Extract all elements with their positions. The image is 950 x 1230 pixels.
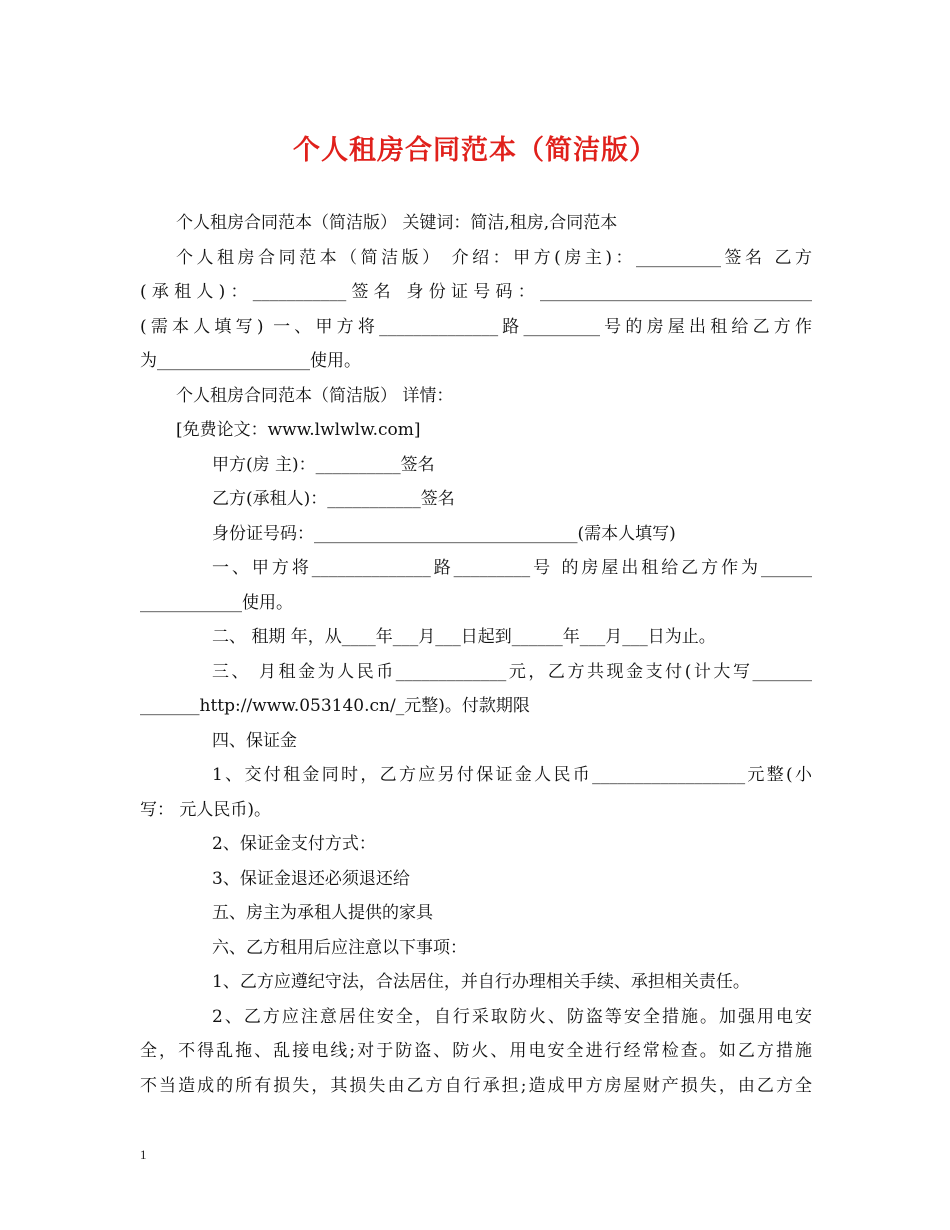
paragraph-line: 二、 租期 年，从____年___月___日起到______年___月___日为止。 [212, 627, 716, 647]
paragraph-line: _______http://www.053140.cn/_元整)。付款期限 [140, 696, 530, 716]
paragraph-line: (承租人)：___________签名 身份证号码：________________________________ [140, 282, 812, 302]
page-number: 1 [140, 1147, 147, 1162]
paragraph-line: 个人租房合同范本（简洁版） 介绍：甲方(房主)：__________签名 乙方 [176, 247, 812, 268]
paragraph-line: 2、乙方应注意居住安全，自行采取防火、防盗等安全措施。加强用电安 [212, 1006, 812, 1027]
paragraph-line: 三、 月租金为人民币_____________元，乙方共现金支付(计大写_______ [212, 661, 812, 682]
paragraph-line: ____________使用。 [140, 592, 293, 613]
paragraph-line: 一、甲方将______________路_________号 的房屋出租给乙方作为______ [212, 558, 812, 578]
paragraph-line: 3、保证金退还必须退还给 [212, 868, 410, 889]
contract-body [140, 206, 812, 1103]
paragraph-line: 写： 元人民币)。 [140, 799, 272, 820]
paragraph-line: (需本人填写) 一、甲方将______________路_________号的房屋出租给乙方作 [140, 316, 812, 337]
paragraph-line: 四、保证金 [212, 730, 297, 751]
page-title: 个人租房合同范本（简洁版） [293, 135, 657, 166]
paragraph-line: 甲方(房 主)：__________签名 [212, 454, 435, 475]
paragraph-line: 个人租房合同范本（简洁版） 关键词：简洁,租房,合同范本 [176, 213, 618, 233]
paragraph-line: 身份证号码：_______________________________(需本人填写) [212, 523, 676, 544]
paragraph-line: 为__________________使用。 [140, 351, 361, 371]
paragraph-line: 五、房主为承租人提供的家具 [212, 903, 433, 923]
paragraph-line: 乙方(承租人)：___________签名 [212, 489, 455, 509]
paragraph-line: 全，不得乱拖、乱接电线;对于防盗、防火、用电安全进行经常检查。如乙方措施 [140, 1041, 812, 1061]
paragraph-line: 1、乙方应遵纪守法，合法居住，并自行办理相关手续、承担相关责任。 [212, 972, 750, 992]
paragraph-line: 个人租房合同范本（简洁版） 详情： [176, 385, 454, 406]
paragraph-line: 1、交付租金同时，乙方应另付保证金人民币__________________元整(小 [212, 765, 812, 785]
paragraph-line: 2、保证金支付方式： [212, 834, 376, 854]
paragraph-line: 不当造成的所有损失，其损失由乙方自行承担;造成甲方房屋财产损失，由乙方全 [140, 1075, 812, 1096]
paragraph-line: [免费论文：www.lwlwlw.com] [176, 420, 421, 440]
paragraph-line: 六、乙方租用后应注意以下事项： [212, 937, 467, 958]
